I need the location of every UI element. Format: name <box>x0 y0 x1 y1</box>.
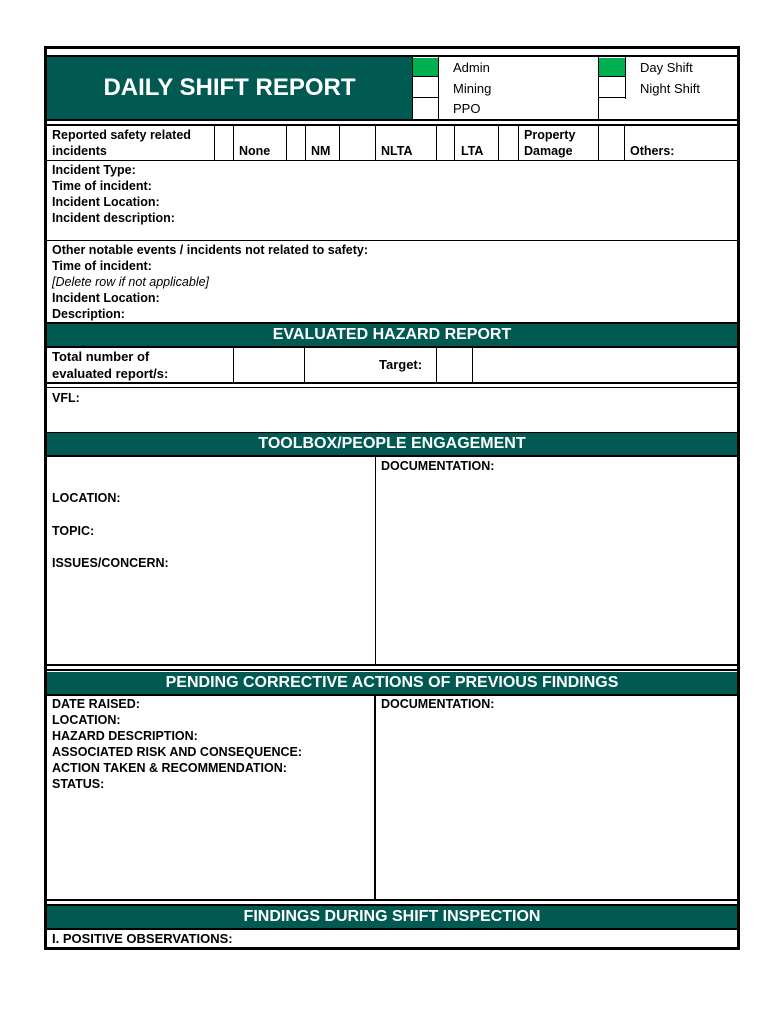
night-shift-checkbox[interactable] <box>599 78 625 98</box>
pending-heading: PENDING CORRECTIVE ACTIONS OF PREVIOUS FINDINGS <box>47 672 737 694</box>
pending-documentation-label: DOCUMENTATION: <box>381 697 495 711</box>
other-events-details: Other notable events / incidents not related to safety: Time of incident: [Delete row if not applicable] Incident Location: Description: <box>52 243 369 321</box>
evaluated-hazard-heading: EVALUATED HAZARD REPORT <box>47 324 737 346</box>
day-shift-label: Day Shift <box>640 60 693 75</box>
admin-label: Admin <box>453 60 490 75</box>
property-damage-label: Property Damage <box>524 128 576 158</box>
safety-checkbox-property-damage[interactable] <box>599 125 624 160</box>
total-evaluated-input[interactable] <box>234 347 304 382</box>
delete-row-note: [Delete row if not applicable] <box>52 275 210 289</box>
lta-label: LTA <box>461 144 484 158</box>
total-evaluated-label: Total number of evaluated report/s: <box>52 349 169 381</box>
toolbox-issues-label: ISSUES/CONCERN: <box>52 556 169 570</box>
safety-checkbox-nlta[interactable] <box>340 125 375 160</box>
mining-checkbox[interactable] <box>413 78 438 98</box>
safety-checkbox-none[interactable] <box>215 125 233 160</box>
admin-checkbox[interactable] <box>413 58 438 77</box>
findings-heading: FINDINGS DURING SHIFT INSPECTION <box>47 906 737 928</box>
ppo-checkbox[interactable] <box>413 99 438 119</box>
nm-label: NM <box>311 144 331 158</box>
toolbox-documentation-label: DOCUMENTATION: <box>381 459 495 473</box>
night-shift-label: Night Shift <box>640 81 700 96</box>
none-label: None <box>239 144 271 158</box>
vfl-label: VFL: <box>52 391 80 405</box>
safety-checkbox-lta[interactable] <box>437 125 454 160</box>
safety-checkbox-nm[interactable] <box>287 125 305 160</box>
toolbox-heading: TOOLBOX/PEOPLE ENGAGEMENT <box>47 433 737 455</box>
nlta-label: NLTA <box>381 144 413 158</box>
others-label: Others: <box>630 144 675 158</box>
target-input[interactable] <box>437 347 472 382</box>
mining-label: Mining <box>453 81 492 96</box>
daily-shift-report-form <box>44 46 740 950</box>
page-title: DAILY SHIFT REPORT <box>103 74 356 101</box>
target-label: Target: <box>379 357 423 372</box>
reported-safety-label: Reported safety related incidents <box>52 128 191 158</box>
positive-observations-label: I. POSITIVE OBSERVATIONS: <box>52 931 233 946</box>
toolbox-location-label: LOCATION: <box>52 491 121 505</box>
safety-checkbox-lta-extra[interactable] <box>499 125 518 160</box>
toolbox-topic-label: TOPIC: <box>52 524 95 538</box>
ppo-label: PPO <box>453 101 481 116</box>
day-shift-checkbox[interactable] <box>599 58 625 77</box>
incident-details: Incident Type: Time of incident: Incident Location: Incident description: <box>52 163 175 225</box>
title-bar <box>47 57 412 119</box>
pending-fields: DATE RAISED: LOCATION: HAZARD DESCRIPTION: ASSOCIATED RISK AND CONSEQUENCE: ACTION TAKEN & RECOMMENDATION: STATUS: <box>52 697 303 791</box>
